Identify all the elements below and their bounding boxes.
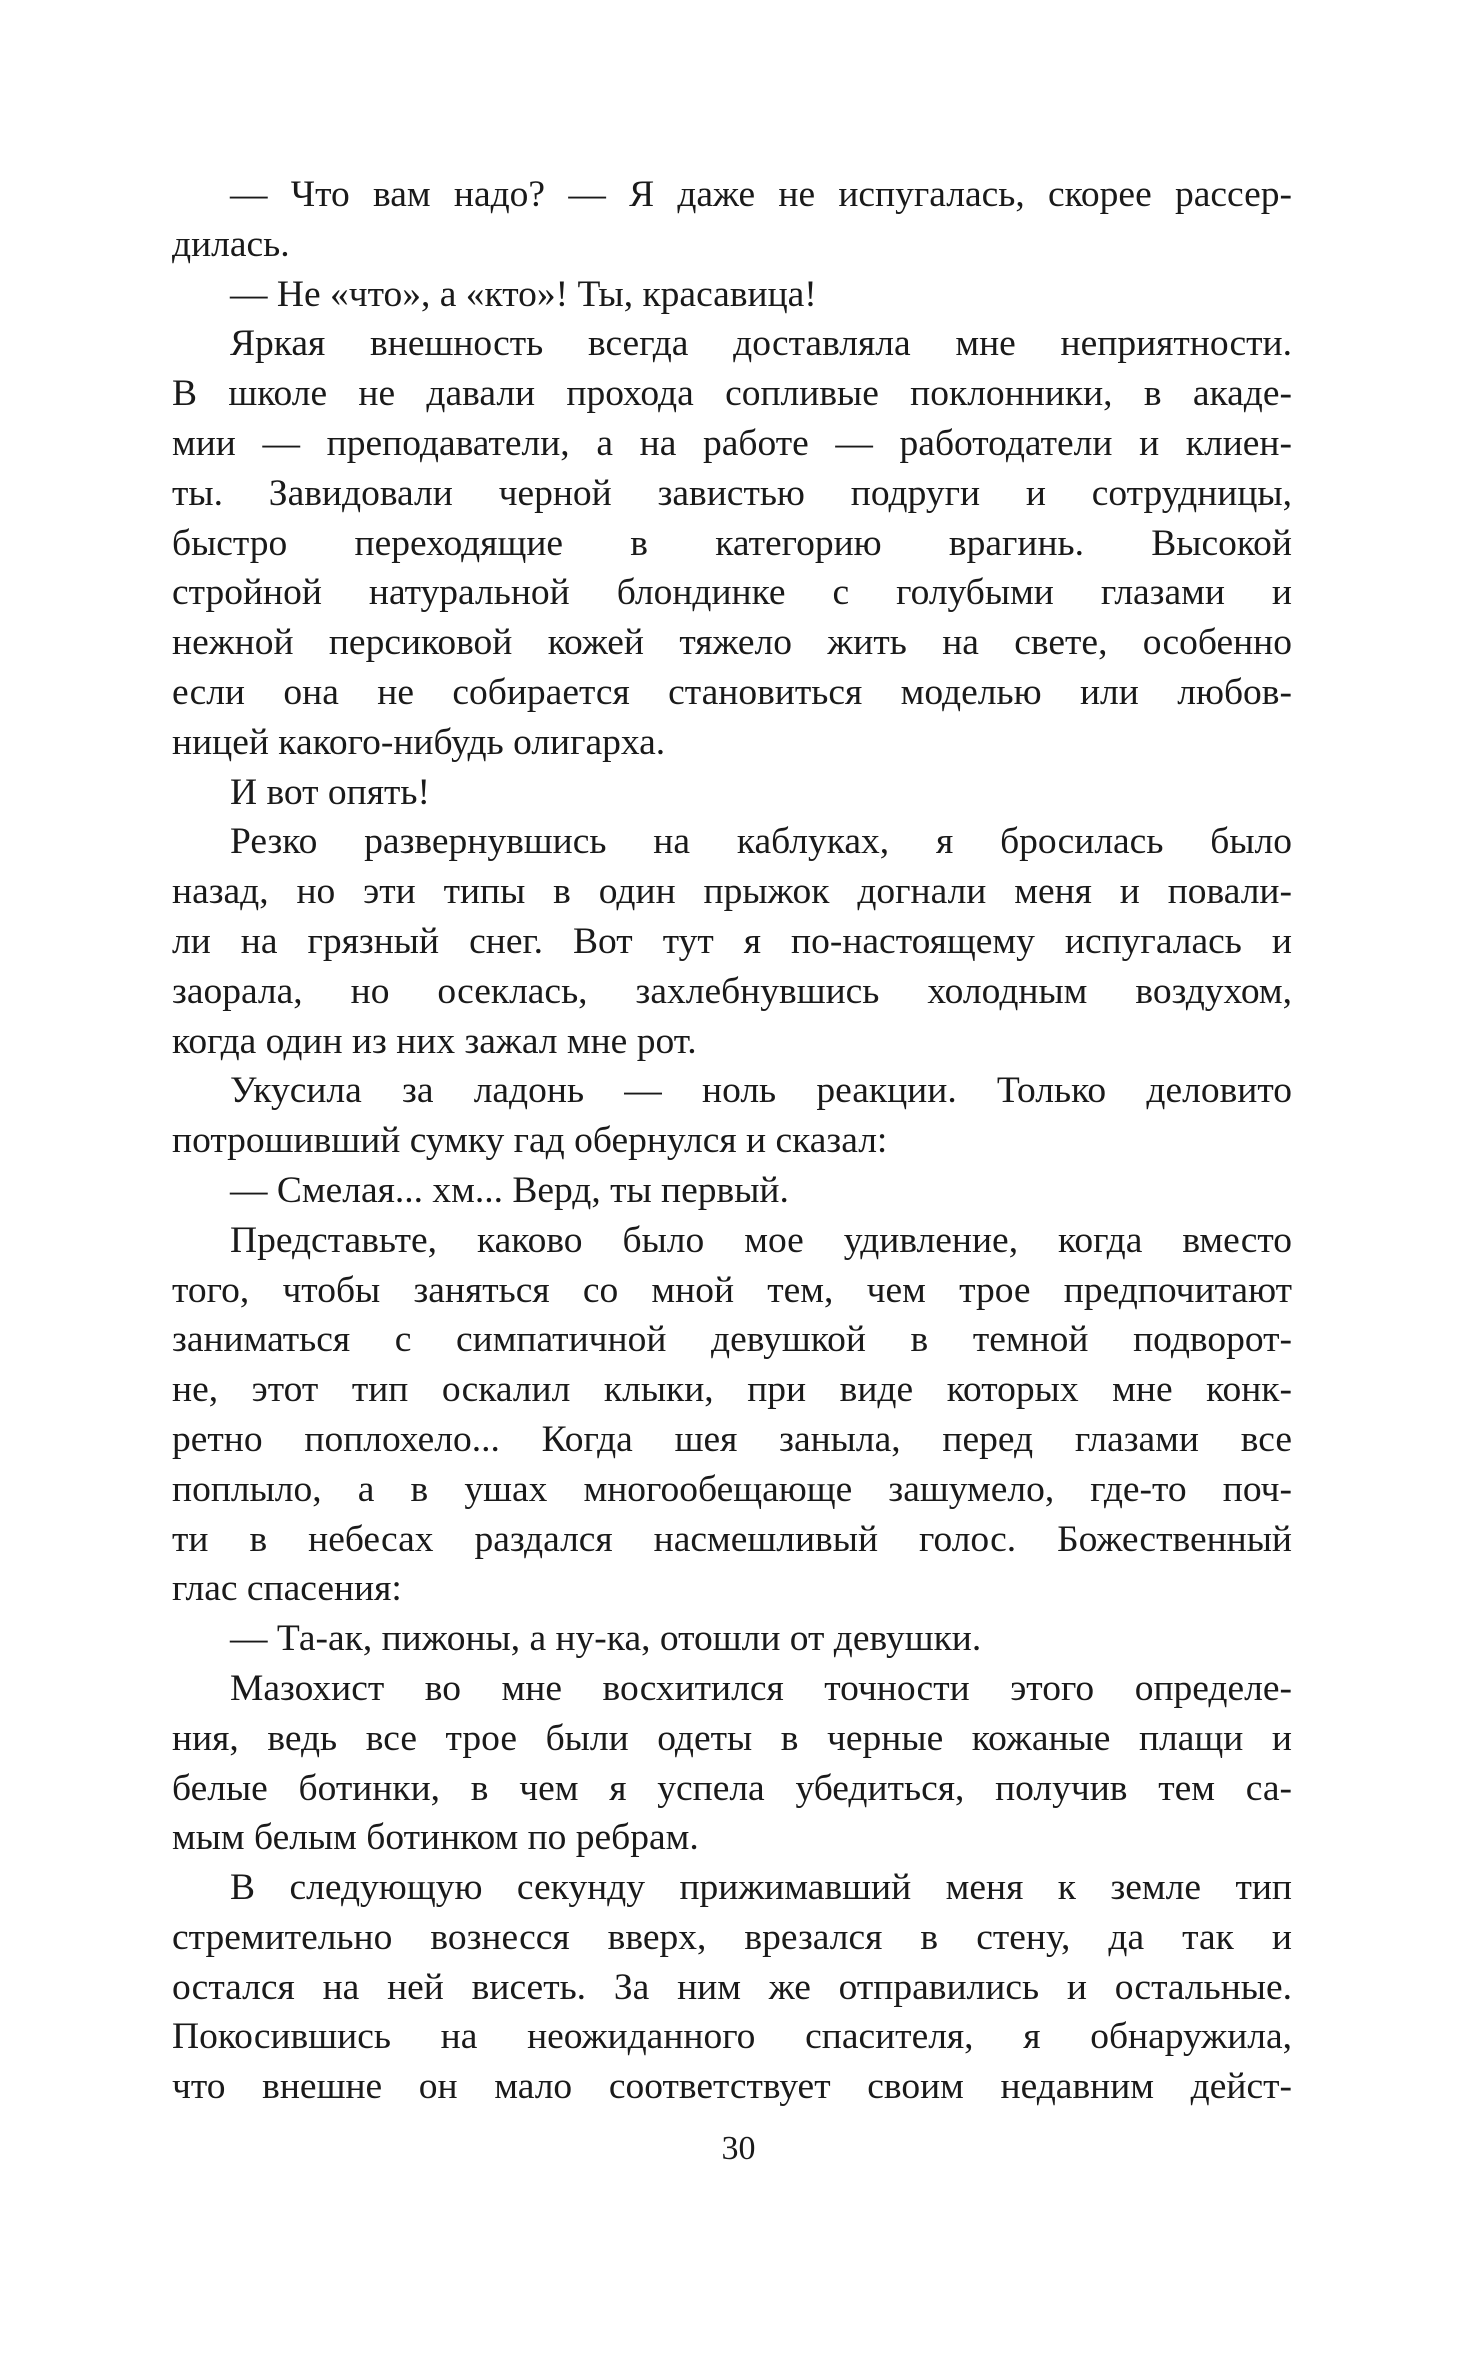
text-line: ли на грязный снег. Вот тут я по-настоящему испугалась и [172, 920, 1292, 962]
text-line: ретно поплохело... Когда шея заныла, перед глазами все [172, 1418, 1292, 1460]
text-line: белые ботинки, в чем я успела убедиться, получив тем са- [172, 1767, 1292, 1809]
text-line: Покосившись на неожиданного спасителя, я обнаружила, [172, 2016, 1292, 2058]
text-line: ницей какого-нибудь олигарха. [172, 721, 666, 763]
text-line: глас спасения: [172, 1568, 402, 1610]
page-body [172, 170, 1292, 2190]
text-line: мии — преподаватели, а на работе — работодатели и клиен- [172, 422, 1292, 464]
text-line: когда один из них зажал мне рот. [172, 1020, 697, 1062]
text-line: назад, но эти типы в один прыжок догнали меня и повали- [172, 871, 1292, 913]
text-line: заниматься с симпатичной девушкой в темной подворот- [172, 1319, 1292, 1361]
text-line: потрошивший сумку гад обернулся и сказал: [172, 1120, 888, 1162]
text-line: того, чтобы заняться со мной тем, чем трое предпочитают [172, 1269, 1292, 1311]
text-line: заорала, но осеклась, захлебнувшись холодным воздухом, [172, 970, 1292, 1012]
text-line: стремительно вознесся вверх, врезался в стену, да так и [172, 1916, 1292, 1958]
text-line: ты. Завидовали черной завистью подруги и сотрудницы, [172, 472, 1292, 514]
text-line: поплыло, а в ушах многообещающе зашумело, где-то поч- [172, 1468, 1292, 1510]
text-line: не, этот тип оскалил клыки, при виде которых мне конк- [172, 1369, 1292, 1411]
text-line: — Не «что», а «кто»! Ты, красавица! [230, 273, 817, 315]
text-line: Мазохист во мне восхитился точности этого определе- [230, 1667, 1292, 1709]
text-line: дилась. [172, 223, 290, 265]
text-line: В следующую секунду прижимавший меня к земле тип [230, 1867, 1292, 1909]
text-line: И вот опять! [230, 771, 430, 813]
text-line: ти в небесах раздался насмешливый голос. Божественный [172, 1518, 1292, 1560]
text-line: — Смелая... хм... Верд, ты первый. [230, 1169, 789, 1211]
page-number: 30 [721, 2130, 756, 2167]
text-line: если она не собирается становиться моделью или любов- [172, 671, 1292, 713]
text-line: быстро переходящие в категорию врагинь. Высокой [172, 522, 1292, 564]
text-line: — Что вам надо? — Я даже не испугалась, скорее рассер- [230, 174, 1292, 215]
text-line: ния, ведь все трое были одеты в черные кожаные плащи и [172, 1717, 1292, 1759]
text-line: В школе не давали прохода сопливые поклонники, в акаде- [172, 373, 1292, 415]
text-line: остался на ней висеть. За ним же отправились и остальные. [172, 1966, 1292, 2008]
text-line: Резко развернувшись на каблуках, я бросилась было [230, 821, 1292, 863]
text-line: Представьте, каково было мое удивление, когда вместо [230, 1219, 1292, 1261]
text-line: Яркая внешность всегда доставляла мне неприятности. [230, 323, 1292, 365]
text-line: мым белым ботинком по ребрам. [172, 1817, 699, 1859]
text-line: что внешне он мало соответствует своим недавним дейст- [172, 2066, 1292, 2108]
text-line: Укусила за ладонь — ноль реакции. Только деловито [230, 1070, 1292, 1112]
text-line: — Та-ак, пижоны, а ну-ка, отошли от девушки. [230, 1618, 982, 1660]
text-line: стройной натуральной блондинке с голубыми глазами и [172, 572, 1292, 614]
text-line: нежной персиковой кожей тяжело жить на свете, особенно [172, 622, 1292, 664]
